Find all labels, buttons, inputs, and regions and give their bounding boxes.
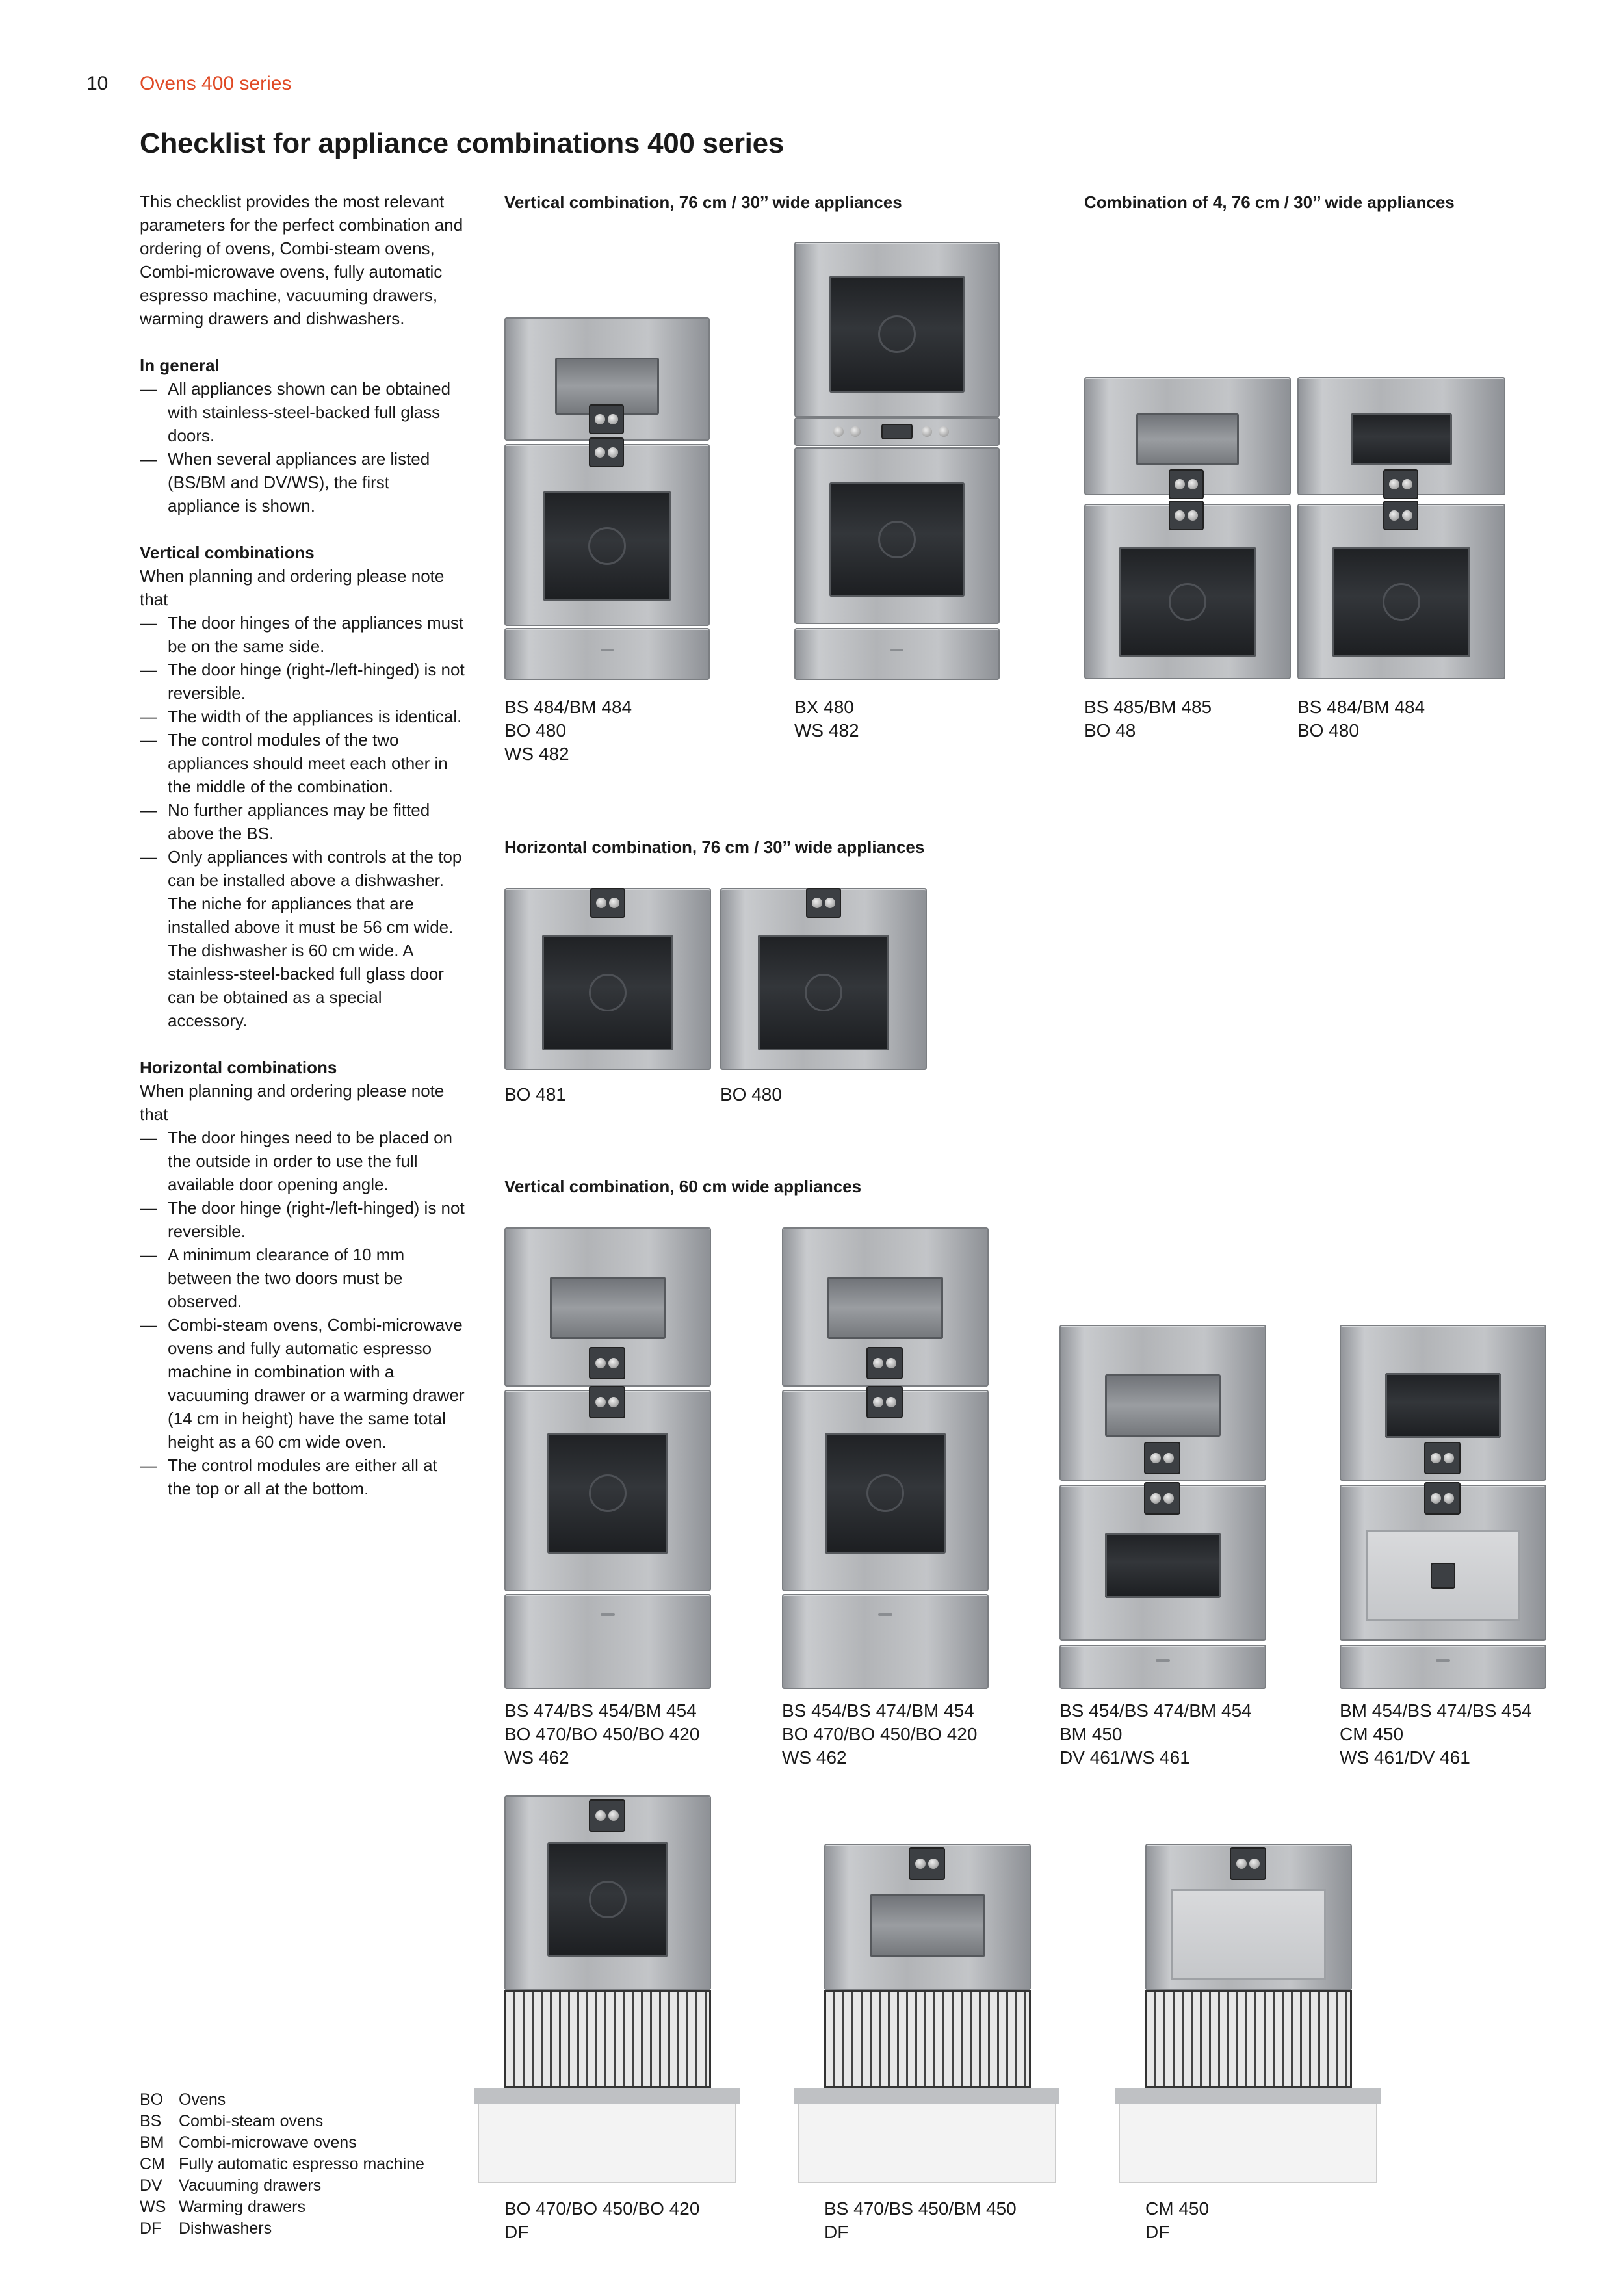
dishwasher-image	[798, 2104, 1056, 2183]
caption-line: BO 470/BO 450/BO 420	[504, 1724, 700, 1744]
control-module	[589, 1347, 625, 1379]
page-number: 10	[86, 73, 109, 94]
list-item: — A minimum clearance of 10 mm between the two doors must be observed.	[140, 1243, 465, 1313]
caption	[504, 1699, 699, 1769]
control-module	[1169, 501, 1204, 530]
list-item: — The door hinge (right-/left-hinged) is not reversible.	[140, 1196, 465, 1243]
control-module	[1383, 469, 1418, 499]
caption-line: DF	[824, 2222, 849, 2242]
caption	[1084, 696, 1212, 742]
vacuuming-drawer-image	[1059, 1645, 1266, 1689]
control-module	[1169, 469, 1204, 499]
control-module	[1144, 1442, 1180, 1474]
legend-code: BS	[140, 2112, 162, 2130]
control-module	[1144, 1482, 1180, 1515]
control-module	[1383, 501, 1418, 530]
legend-label: Fully automatic espresso machine	[179, 2155, 424, 2173]
caption-line: BM 450	[1059, 1724, 1123, 1744]
dishwasher-control-strip	[1115, 2088, 1381, 2104]
caption-line: BS 484/BM 484	[1297, 697, 1425, 717]
dishwasher-rack	[504, 1990, 711, 2088]
warming-drawer-image	[782, 1594, 989, 1689]
caption-line: BO 48	[1084, 720, 1136, 740]
list-item: — The control modules are either all at the top or all at the bottom.	[140, 1454, 465, 1500]
control-module	[1424, 1442, 1461, 1474]
dishwasher-rack	[1145, 1990, 1352, 2088]
intro-text: This checklist provides the most relevant parameters for the perfect combination and ordering of ovens, Combi-steam ovens, Combi-microwave ovens, fully automatic espresso machine, vacuuming drawers, warming drawers and dishwashers.	[140, 192, 463, 328]
oven-image	[504, 444, 710, 626]
caption	[504, 2197, 699, 2244]
legend-code: DF	[140, 2219, 162, 2237]
caption-line: BO 480	[504, 720, 566, 740]
caption	[1145, 2197, 1209, 2244]
caption-line: BO 481	[504, 1084, 566, 1104]
list-item: — Only appliances with controls at the top can be installed above a dishwasher. The niche for appliances that are installed above it must be 56 cm wide. The dishwasher is 60 cm wide. A stainless-steel-backed full glass door can be obtained as a special accessory.	[140, 845, 465, 1032]
legend-code: DV	[140, 2176, 162, 2195]
legend-label: Warming drawers	[179, 2198, 305, 2216]
oven-image	[504, 1795, 711, 1990]
left-column	[140, 190, 465, 1500]
legend-row	[140, 2154, 424, 2175]
oven-image	[794, 447, 1000, 624]
section-title: Ovens 400 series	[140, 73, 292, 94]
caption	[782, 1699, 977, 1769]
caption-line: DF	[504, 2222, 529, 2242]
horizontal-list	[140, 1126, 465, 1500]
warming-drawer-image	[794, 628, 1000, 680]
control-module	[1424, 1482, 1461, 1515]
caption	[504, 1083, 566, 1106]
caption-line: DV 461/WS 461	[1059, 1747, 1190, 1768]
legend-code: WS	[140, 2198, 166, 2216]
list-item: — No further appliances may be fitted above the BS.	[140, 798, 465, 845]
dishwasher-rack	[824, 1990, 1031, 2088]
caption	[720, 1083, 782, 1106]
vertical-heading: Vertical combinations	[140, 543, 315, 562]
list-item: — The width of the appliances is identical.	[140, 705, 465, 728]
combo4-heading: Combination of 4, 76 cm / 30’’ wide appliances	[1084, 192, 1455, 212]
list-item: — The door hinges of the appliances must be on the same side.	[140, 611, 465, 658]
caption-line: BO 470/BO 450/BO 420	[504, 2198, 700, 2219]
legend-row	[140, 2197, 424, 2218]
dishwasher-image	[478, 2104, 736, 2183]
page-title: Checklist for appliance combinations 400 series	[140, 127, 784, 159]
legend-code: CM	[140, 2155, 165, 2173]
control-module	[589, 404, 624, 434]
control-panel	[794, 417, 1000, 446]
legend-code: BO	[140, 2091, 164, 2109]
caption-line: WS 461/DV 461	[1340, 1747, 1470, 1768]
legend	[140, 2089, 424, 2239]
caption-line: BS 470/BS 450/BM 450	[824, 2198, 1017, 2219]
list-item: — The door hinges need to be placed on the outside in order to use the full available door opening angle.	[140, 1126, 465, 1196]
warming-drawer-image	[504, 1594, 711, 1689]
caption-line: CM 450	[1340, 1724, 1404, 1744]
list-item: — When several appliances are listed (BS/BM and DV/WS), the first appliance is shown.	[140, 447, 465, 517]
caption-line: BS 454/BS 474/BM 454	[782, 1701, 974, 1721]
legend-label: Dishwashers	[179, 2219, 272, 2237]
caption-line: CM 450	[1145, 2198, 1210, 2219]
dishwasher-image	[1119, 2104, 1377, 2183]
caption-line: BX 480	[794, 697, 854, 717]
combi-steam-oven-image	[824, 1844, 1031, 1990]
dishwasher-control-strip	[794, 2088, 1059, 2104]
caption	[1340, 1699, 1532, 1769]
oven-image	[720, 888, 927, 1070]
legend-row	[140, 2089, 424, 2111]
vertical-list	[140, 611, 465, 1032]
caption	[1297, 696, 1425, 742]
legend-row	[140, 2218, 424, 2239]
horizontal-lead: When planning and ordering please note that	[140, 1081, 445, 1124]
caption-line: BM 454/BS 474/BS 454	[1340, 1701, 1532, 1721]
legend-label: Ovens	[179, 2091, 226, 2109]
general-list	[140, 377, 465, 517]
vertical76-heading: Vertical combination, 76 cm / 30’’ wide appliances	[504, 192, 902, 212]
list-item: — The control modules of the two appliances should meet each other in the middle of the combination.	[140, 728, 465, 798]
caption-line: BS 474/BS 454/BM 454	[504, 1701, 697, 1721]
control-module	[866, 1386, 903, 1418]
warming-drawer-image	[1340, 1645, 1546, 1689]
control-module	[589, 1386, 625, 1418]
caption-line: BO 470/BO 450/BO 420	[782, 1724, 978, 1744]
list-item: — Combi-steam ovens, Combi-microwave ovens and fully automatic espresso machine in combination with a vacuuming drawer or a warming drawer (14 cm in height) have the same total height as a 60 cm wide oven.	[140, 1313, 465, 1454]
legend-code: BM	[140, 2133, 164, 2152]
caption-line: WS 462	[504, 1747, 569, 1768]
dishwasher-control-strip	[474, 2088, 740, 2104]
caption-line: BO 480	[720, 1084, 782, 1104]
warming-drawer-image	[504, 628, 710, 680]
oven-image	[504, 888, 711, 1070]
caption-line: BS 454/BS 474/BM 454	[1059, 1701, 1252, 1721]
vertical-lead: When planning and ordering please note that	[140, 566, 445, 609]
caption-line: WS 482	[504, 744, 569, 764]
legend-row	[140, 2111, 424, 2132]
horizontal76-heading: Horizontal combination, 76 cm / 30’’ wide appliances	[504, 837, 925, 857]
caption	[824, 2197, 1017, 2244]
legend-label: Combi-steam ovens	[179, 2112, 324, 2130]
horizontal-heading: Horizontal combinations	[140, 1058, 337, 1077]
caption	[504, 696, 632, 766]
oven-image	[504, 1390, 711, 1591]
caption-line: WS 482	[794, 720, 859, 740]
caption-line: BO 480	[1297, 720, 1359, 740]
caption-line: BS 485/BM 485	[1084, 697, 1212, 717]
control-module	[589, 437, 624, 467]
legend-row	[140, 2132, 424, 2154]
legend-label: Vacuuming drawers	[179, 2176, 322, 2195]
legend-row	[140, 2175, 424, 2197]
control-module	[866, 1347, 903, 1379]
caption-line: BS 484/BM 484	[504, 697, 632, 717]
vertical60-heading: Vertical combination, 60 cm wide appliances	[504, 1177, 862, 1196]
oven-image	[794, 242, 1000, 417]
caption-line: DF	[1145, 2222, 1170, 2242]
legend-label: Combi-microwave ovens	[179, 2133, 357, 2152]
caption-line: WS 462	[782, 1747, 847, 1768]
espresso-machine-image	[1145, 1844, 1352, 1990]
list-item: — The door hinge (right-/left-hinged) is not reversible.	[140, 658, 465, 705]
oven-image	[782, 1390, 989, 1591]
caption	[794, 696, 859, 742]
list-item: — All appliances shown can be obtained with stainless-steel-backed full glass doors.	[140, 377, 465, 447]
general-heading: In general	[140, 356, 220, 375]
caption	[1059, 1699, 1252, 1769]
